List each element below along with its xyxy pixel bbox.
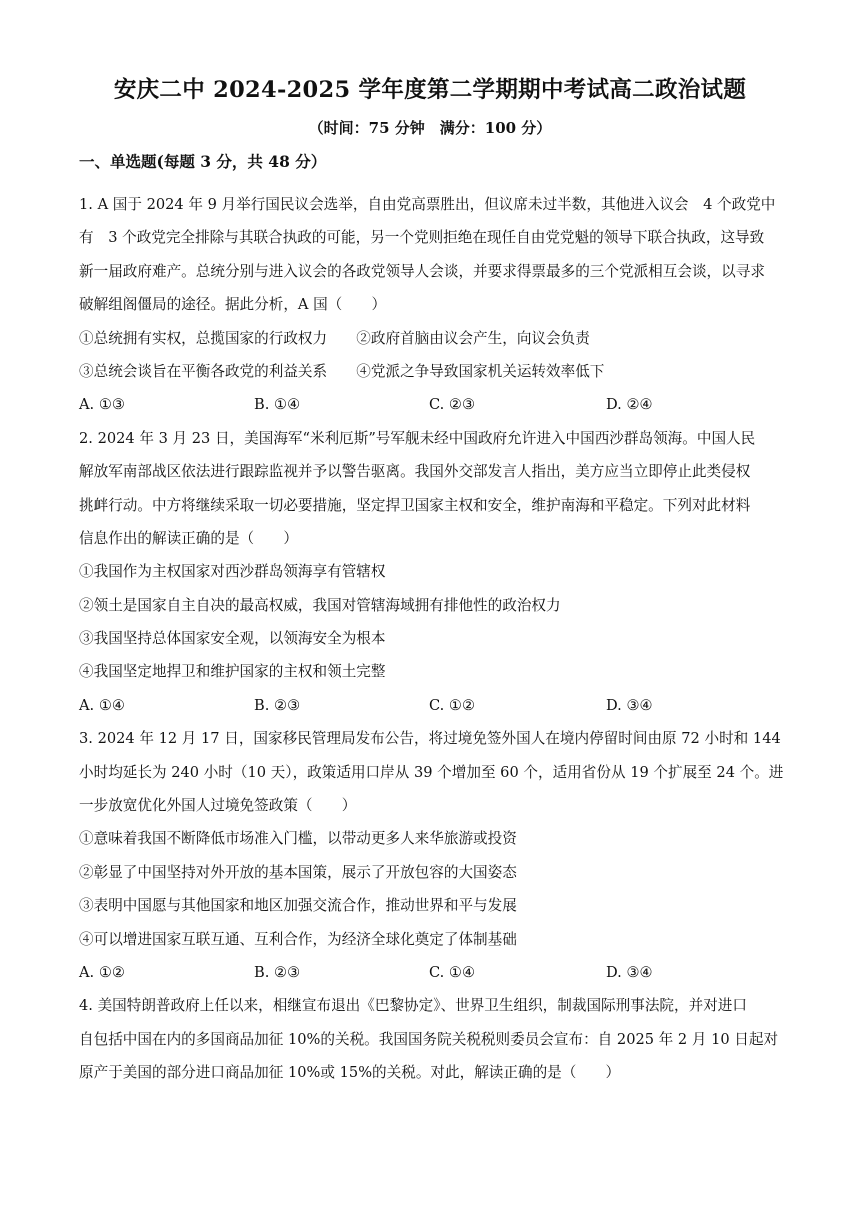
answer-option: D. ③④ [606,696,653,714]
answer-option: C. ①② [429,696,476,714]
answer-option: C. ②③ [429,396,476,414]
statement: ③总统会谈旨在平衡各政党的利益关系 ④党派之争导致国家机关运转效率低下 [79,362,605,380]
statement: ②领土是国家自主自决的最高权威，我国对管辖海域拥有排他性的政治权力 [79,596,561,614]
question-4 [79,993,783,1093]
question-text-line: 挑衅行动。中方将继续采取一切必要措施，坚定捍卫国家主权和安全，维护南海和平稳定。下列对此材料 [79,496,751,514]
statement: ①我国作为主权国家对西沙群岛领海享有管辖权 [79,563,386,581]
answer-option: A. ①② [79,963,125,981]
question-2 [79,426,783,727]
answer-option: B. ①④ [254,396,301,414]
statement: ①总统拥有实权，总揽国家的行政权力 ②政府首脑由议会产生，向议会负责 [79,329,590,347]
statement: ②彰显了中国坚持对外开放的基本国策，展示了开放包容的大国姿态 [79,863,517,881]
exam-subtitle: （时间：75 分钟 满分：100 分） [308,119,552,137]
section-heading: 一、单选题(每题 3 分，共 48 分） [79,152,327,171]
question-list [79,192,783,1094]
answer-option: A. ①④ [79,696,125,714]
question-text-line: 信息作出的解读正确的是（ ） [79,529,298,547]
statement: ④可以增进国家互联互通、互利合作，为经济全球化奠定了体制基础 [79,930,517,948]
answer-option: C. ①④ [429,963,476,981]
question-text-line: 3. 2024 年 12 月 17 日，国家移民管理局发布公告，将过境免签外国人在境内停留时间由原 72 小时和 144 [79,730,781,748]
answer-options [79,960,783,993]
question-text-line: 解放军南部战区依法进行跟踪监视并予以警告驱离。我国外交部发言人指出，美方应当立即停止此类侵权 [79,463,751,481]
statement: ③表明中国愿与其他国家和地区加强交流合作，推动世界和平与发展 [79,897,517,915]
question-text-line: 2. 2024 年 3 月 23 日，美国海军“米利厄斯”号军舰未经中国政府允许进入中国西沙群岛领海。中国人民 [79,429,756,447]
exam-title: 安庆二中 2024-2025 学年度第二学期期中考试高二政治试题 [113,77,747,103]
statement: ①意味着我国不断降低市场准入门槛，以带动更多人来华旅游或投资 [79,830,517,848]
answer-option: D. ③④ [606,963,653,981]
question-text-line: 自包括中国在内的多国商品加征 10%的关税。我国国务院关税税则委员会宣布：自 2025 年 2 月 10 日起对 [79,1030,779,1048]
question-text-line: 4. 美国特朗普政府上任以来，相继宣布退出《巴黎协定》、世界卫生组织，制裁国际刑事法院，并对进口 [79,997,747,1015]
statement: ④我国坚定地捍卫和维护国家的主权和领土完整 [79,663,386,681]
question-text-line: 新一届政府难产。总统分别与进入议会的各政党领导人会谈，并要求得票最多的三个党派相互会谈，以寻求 [79,262,765,280]
answer-option: A. ①③ [79,396,125,414]
answer-option: B. ②③ [254,963,301,981]
question-text-line: 原产于美国的部分进口商品加征 10%或 15%的关税。对此，解读正确的是（ ） [79,1064,621,1082]
answer-options [79,392,783,425]
question-text-line: 1. A 国于 2024 年 9 月举行国民议会选举，自由党高票胜出，但议席未过半数，其他进入议会 4 个政党中 [79,196,776,213]
question-1 [79,192,783,426]
statement: ③我国坚持总体国家安全观，以领海安全为根本 [79,630,386,648]
question-text-line: 小时均延长为 240 小时（10 天），政策适用口岸从 39 个增加至 60 个，适用省份从 19 个扩展至 24 个。进 [79,763,784,781]
question-text-line: 有 3 个政党完全排除与其联合执政的可能，另一个党则拒绝在现任自由党党魁的领导下联合执政，这导致 [79,229,765,247]
answer-options [79,693,783,726]
question-3 [79,726,783,993]
question-text-line: 破解组阁僵局的途径。据此分析，A 国（ ） [79,296,387,314]
answer-option: B. ②③ [254,696,301,714]
answer-option: D. ②④ [606,396,653,414]
question-text-line: 一步放宽优化外国人过境免签政策（ ） [79,797,357,815]
